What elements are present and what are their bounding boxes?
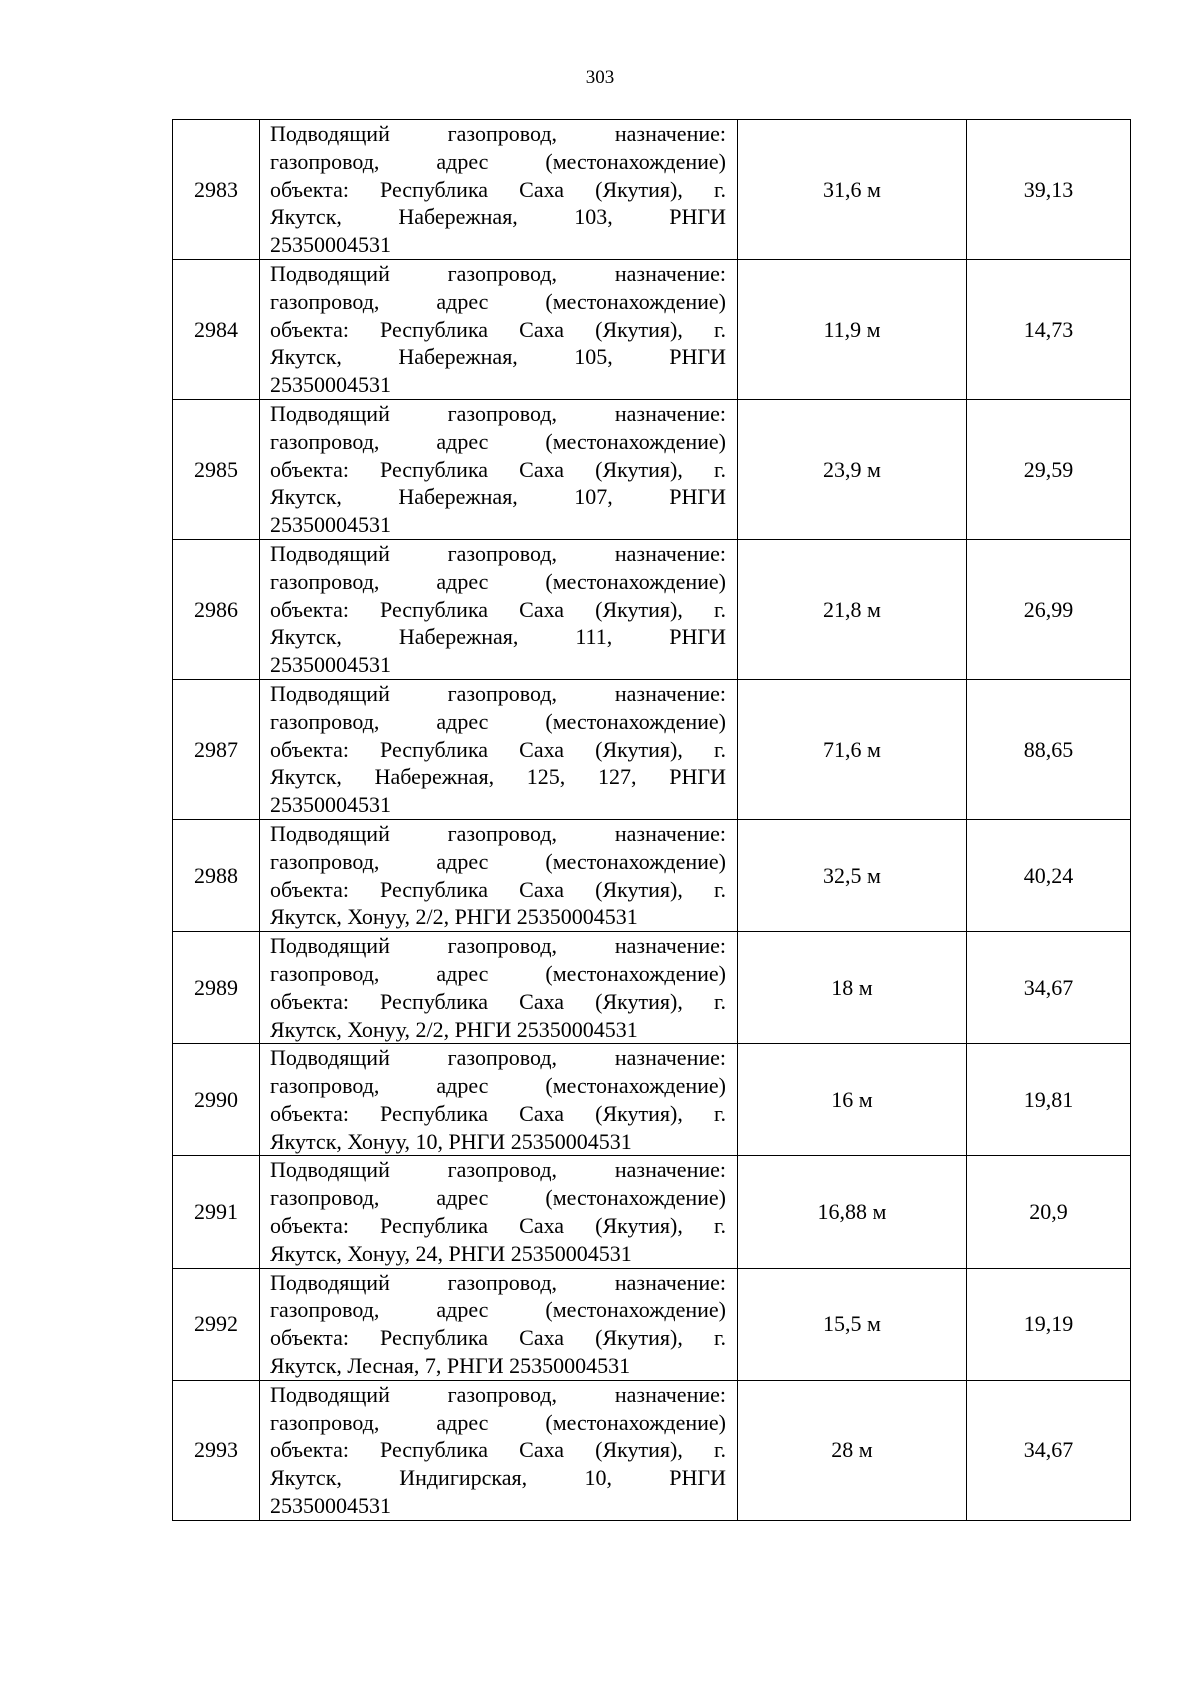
description-line: объекта: Республика Саха (Якутия), г. [270,736,726,762]
length-cell: 71,6 м [738,679,967,819]
value-cell: 20,9 [967,1156,1131,1268]
description-line: Якутск, Хонуу, 24, РНГИ 25350004531 [270,1240,632,1266]
description-line: Подводящий газопровод, назначение: [270,1157,726,1183]
value-cell: 39,13 [967,120,1131,260]
value-cell: 19,81 [967,1044,1131,1156]
description-line: Якутск, Набережная, 103, РНГИ [270,204,726,230]
object-description-cell [260,1156,738,1268]
description-line: объекта: Республика Саха (Якутия), г. [270,176,726,202]
description-line: Якутск, Хонуу, 10, РНГИ 25350004531 [270,1128,632,1154]
value-cell: 19,19 [967,1268,1131,1380]
row-number-cell: 2990 [173,1044,260,1156]
description-line: 25350004531 [270,1493,391,1519]
registry-table-body [173,120,1131,1521]
row-number-cell: 2983 [173,120,260,260]
description-line: газопровод, адрес (местонахождение) [270,960,726,986]
property-registry-table [172,119,1131,1521]
description-line: Якутск, Лесная, 7, РНГИ 25350004531 [270,1353,631,1379]
table-row [173,932,1131,1044]
table-row [173,1044,1131,1156]
object-description-cell [260,259,738,399]
description-line: газопровод, адрес (местонахождение) [270,1409,726,1435]
value-cell: 14,73 [967,259,1131,399]
object-description-cell [260,932,738,1044]
length-cell: 28 м [738,1380,967,1520]
description-line: объекта: Республика Саха (Якутия), г. [270,1100,726,1126]
table-row [173,679,1131,819]
row-number-cell: 2987 [173,679,260,819]
description-line: газопровод, адрес (местонахождение) [270,848,726,874]
row-number-cell: 2984 [173,259,260,399]
description-line: Подводящий газопровод, назначение: [270,680,726,706]
description-line: газопровод, адрес (местонахождение) [270,1185,726,1211]
description-line: газопровод, адрес (местонахождение) [270,1297,726,1323]
object-description-cell [260,399,738,539]
table-row [173,1380,1131,1520]
description-line: газопровод, адрес (местонахождение) [270,288,726,314]
table-row [173,1268,1131,1380]
description-line: Подводящий газопровод, назначение: [270,1381,726,1407]
description-line: 25350004531 [270,372,391,398]
description-line: газопровод, адрес (местонахождение) [270,428,726,454]
length-cell: 31,6 м [738,120,967,260]
description-line: Якутск, Хонуу, 2/2, РНГИ 25350004531 [270,904,638,930]
description-line: газопровод, адрес (местонахождение) [270,568,726,594]
table-row [173,819,1131,931]
row-number-cell: 2992 [173,1268,260,1380]
description-line: Якутск, Набережная, 111, РНГИ [270,624,726,650]
description-line: 25350004531 [270,792,391,818]
length-cell: 11,9 м [738,259,967,399]
object-description-cell [260,819,738,931]
description-line: Якутск, Индигирская, 10, РНГИ [270,1465,726,1491]
description-line: газопровод, адрес (местонахождение) [270,708,726,734]
description-line: объекта: Республика Саха (Якутия), г. [270,988,726,1014]
object-description-cell [260,679,738,819]
description-line: 25350004531 [270,232,391,258]
description-line: Подводящий газопровод, назначение: [270,933,726,959]
length-cell: 16,88 м [738,1156,967,1268]
description-line: Подводящий газопровод, назначение: [270,260,726,286]
length-cell: 18 м [738,932,967,1044]
description-line: Подводящий газопровод, назначение: [270,400,726,426]
object-description-cell [260,539,738,679]
table-row [173,259,1131,399]
description-line: Якутск, Набережная, 105, РНГИ [270,344,726,370]
row-number-cell: 2993 [173,1380,260,1520]
value-cell: 26,99 [967,539,1131,679]
value-cell: 29,59 [967,399,1131,539]
description-line: Подводящий газопровод, назначение: [270,121,726,146]
description-line: объекта: Республика Саха (Якутия), г. [270,316,726,342]
description-line: газопровод, адрес (местонахождение) [270,148,726,174]
value-cell: 34,67 [967,932,1131,1044]
description-line: объекта: Республика Саха (Якутия), г. [270,596,726,622]
description-line: газопровод, адрес (местонахождение) [270,1073,726,1099]
table-row [173,539,1131,679]
description-line: Якутск, Набережная, 107, РНГИ [270,484,726,510]
object-description-cell [260,1380,738,1520]
description-line: объекта: Республика Саха (Якутия), г. [270,876,726,902]
object-description-cell [260,120,738,260]
description-line: Подводящий газопровод, назначение: [270,1269,726,1295]
length-cell: 23,9 м [738,399,967,539]
length-cell: 32,5 м [738,819,967,931]
table-row [173,120,1131,260]
length-cell: 16 м [738,1044,967,1156]
description-line: Якутск, Хонуу, 2/2, РНГИ 25350004531 [270,1016,638,1042]
description-line: 25350004531 [270,512,391,538]
description-line: объекта: Республика Саха (Якутия), г. [270,1213,726,1239]
length-cell: 15,5 м [738,1268,967,1380]
description-line: объекта: Республика Саха (Якутия), г. [270,456,726,482]
row-number-cell: 2991 [173,1156,260,1268]
object-description-cell [260,1044,738,1156]
row-number-cell: 2986 [173,539,260,679]
row-number-cell: 2985 [173,399,260,539]
table-row [173,399,1131,539]
value-cell: 34,67 [967,1380,1131,1520]
table-row [173,1156,1131,1268]
object-description-cell [260,1268,738,1380]
page-number: 303 [585,67,615,88]
description-line: Якутск, Набережная, 125, 127, РНГИ [270,764,726,790]
description-line: Подводящий газопровод, назначение: [270,1045,726,1071]
value-cell: 40,24 [967,819,1131,931]
description-line: 25350004531 [270,652,391,678]
description-line: Подводящий газопровод, назначение: [270,820,726,846]
length-cell: 21,8 м [738,539,967,679]
description-line: объекта: Республика Саха (Якутия), г. [270,1437,726,1463]
description-line: Подводящий газопровод, назначение: [270,540,726,566]
value-cell: 88,65 [967,679,1131,819]
row-number-cell: 2988 [173,819,260,931]
description-line: объекта: Республика Саха (Якутия), г. [270,1325,726,1351]
row-number-cell: 2989 [173,932,260,1044]
